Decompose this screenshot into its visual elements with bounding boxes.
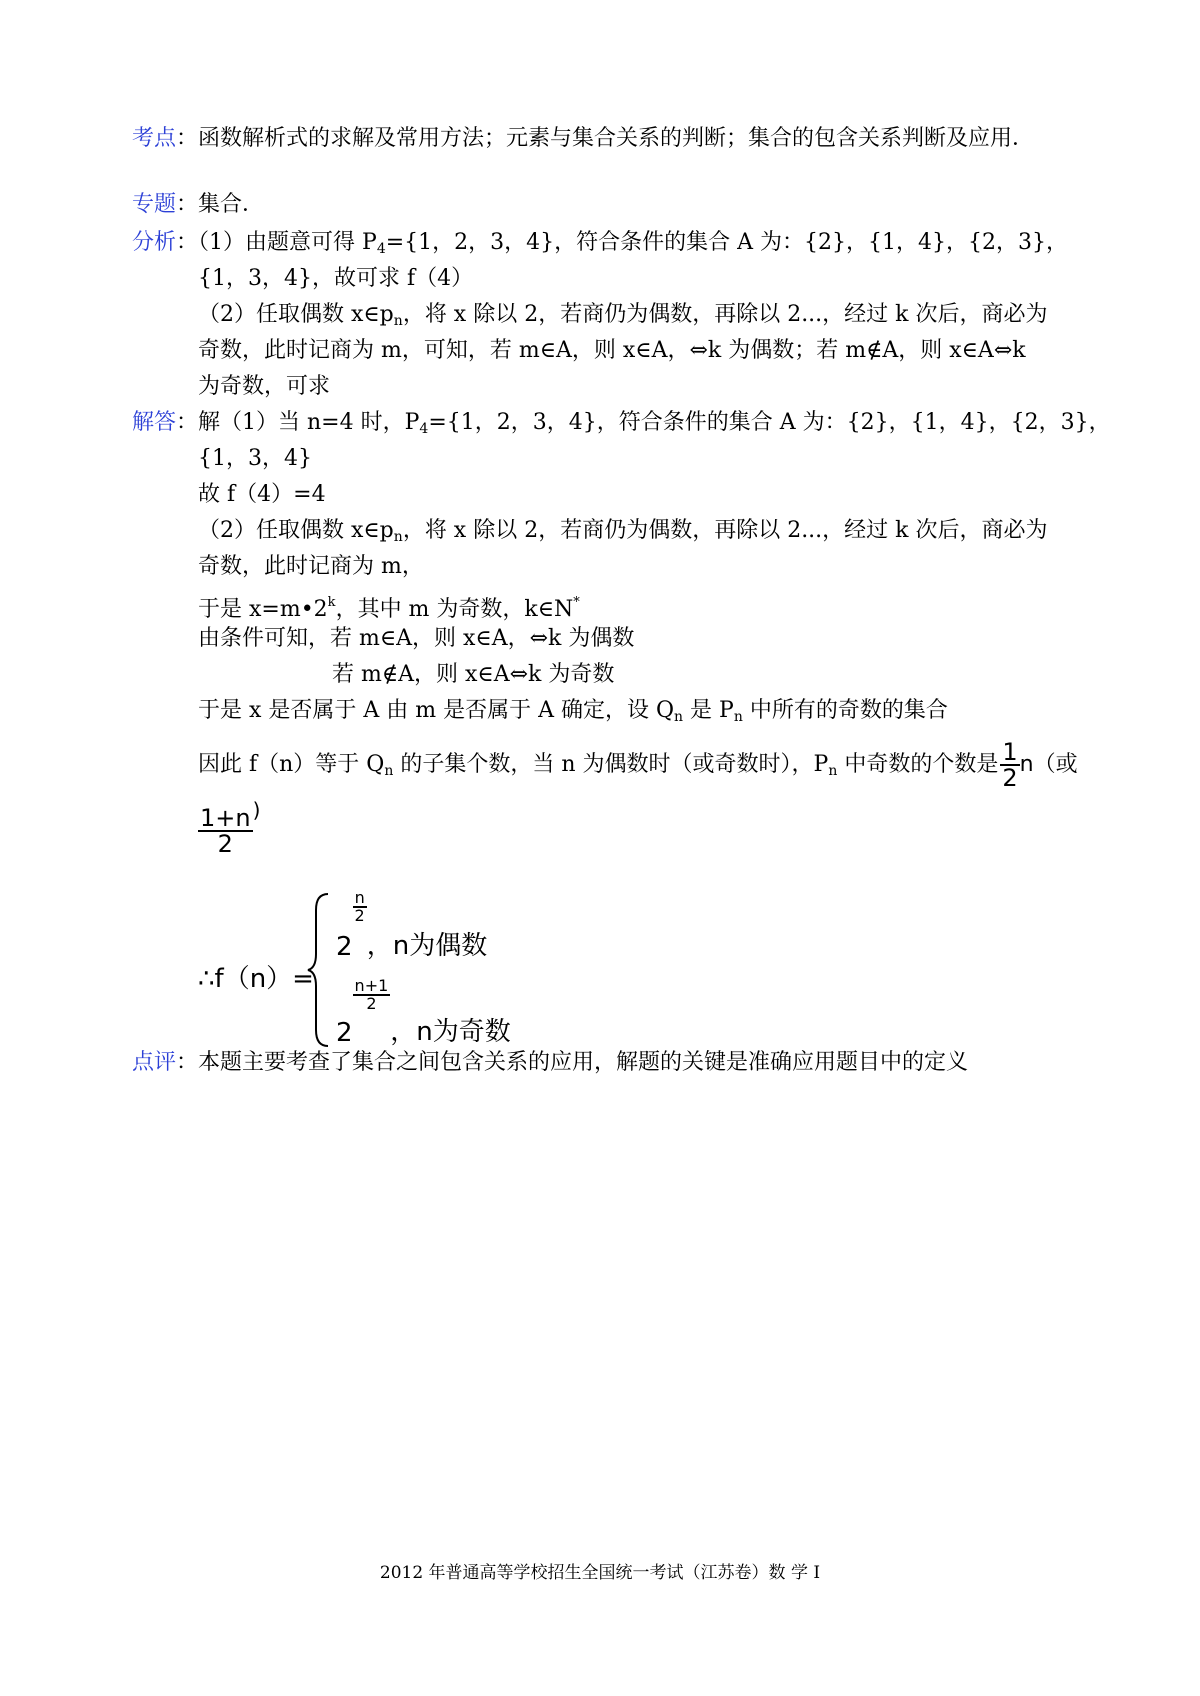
jieda-sub-4: n (393, 529, 403, 545)
jieda-text-6a: 于是 x=m•2 (198, 597, 328, 622)
jieda-label: 解答 (132, 410, 177, 435)
jieda-line-4 (198, 516, 1048, 552)
brace-icon (306, 890, 332, 1050)
jieda-sub-10a: n (384, 763, 394, 779)
zhuanti-text: ：集合． (176, 192, 265, 217)
kaodian-text: ：函数解析式的求解及常用方法；元素与集合关系的判断；集合的包含关系判断及应用． (176, 126, 1035, 151)
jieda-text-9c: 中所有的奇数的集合 (742, 698, 948, 723)
jieda-text-6b: ，其中 m 为奇数，k∈N (335, 597, 574, 622)
dianping-label: 点评 (132, 1050, 177, 1075)
fenxi-line-5: 为奇数，可求 (198, 374, 331, 399)
piece-even-base: 2 (336, 932, 353, 962)
jieda-text-9b: 是 P (683, 698, 734, 723)
piece-even-exponent: $\frac{n}{2}$ (354, 888, 365, 925)
zhuanti-label: 专题 (132, 192, 177, 217)
jieda-line-1 (132, 408, 1111, 444)
jieda-frac2-after: ) (252, 798, 261, 822)
piecewise-function (198, 890, 528, 1050)
fraction-one-half: $\frac{1}{2}$ (1002, 738, 1018, 792)
kaodian-label: 考点 (132, 126, 177, 151)
fenxi-line-4: 奇数，此时记商为 m，可知，若 m∈A，则 x∈A，⇔k 为偶数；若 m∉A，则 x∈A⇔k (198, 338, 1026, 363)
jieda-sub-10b: n (828, 763, 838, 779)
jieda-text-4a: （2）任取偶数 x∈p (198, 518, 394, 543)
dianping-line (132, 1048, 968, 1078)
jieda-text-4b: ，将 x 除以 2，若商仍为偶数，再除以 2...，经过 k 次后，商必为 (402, 518, 1048, 543)
jieda-sup-6: k (327, 595, 336, 610)
jieda-text-1a: ：解（1）当 n=4 时，P (176, 410, 420, 435)
piecewise-prefix: ∴f（n）= (198, 964, 314, 994)
jieda-text-10b: 的子集个数，当 n 为偶数时（或奇数时），P (393, 752, 829, 777)
fenxi-line-3 (198, 300, 1048, 336)
dianping-text: ：本题主要考查了集合之间包含关系的应用，解题的关键是准确应用题目中的定义 (176, 1050, 969, 1075)
fenxi-label: 分析 (132, 230, 177, 255)
jieda-text-10c: 中奇数的个数是 (837, 752, 999, 777)
jieda-line-7: 由条件可知，若 m∈A，则 x∈A，⇔k 为偶数 (198, 626, 635, 651)
kaodian-line (132, 124, 1034, 154)
jieda-sup-6b: * (573, 595, 580, 610)
fenxi-text-1b: ={1，2，3，4}，符合条件的集合 A 为：{2}，{1，4}，{2，3}， (385, 230, 1068, 255)
jieda-line-5: 奇数，此时记商为 m， (198, 554, 424, 579)
fraction-1-plus-n-over-2: $\frac{1+n}{2}$ (200, 804, 251, 858)
fenxi-line-2: {1，3，4}，故可求 f（4） (198, 266, 474, 291)
fenxi-sub-3: n (393, 313, 403, 329)
piece-even-condition: ，n为偶数 (366, 931, 488, 961)
jieda-sub-9b: n (733, 709, 743, 725)
piece-odd (336, 978, 511, 1048)
fenxi-line-1 (132, 228, 1068, 264)
jieda-sub-9a: n (674, 709, 684, 725)
jieda-sub-1: 4 (419, 421, 429, 437)
jieda-line-6 (198, 588, 580, 625)
fenxi-text-3a: （2）任取偶数 x∈p (198, 302, 394, 327)
zhuanti-line (132, 190, 264, 220)
jieda-line-3: 故 f（4）=4 (198, 482, 326, 507)
fenxi-text-1a: ：（1）由题意可得 P (176, 230, 377, 255)
jieda-line-10 (198, 740, 1078, 790)
piece-odd-exponent: $\frac{n+1}{2}$ (354, 976, 389, 1013)
piece-odd-condition: ，n为奇数 (390, 1017, 511, 1047)
jieda-text-10a: 因此 f（n）等于 Q (198, 752, 385, 777)
jieda-line-8: 若 m∉A，则 x∈A⇔k 为奇数 (332, 662, 615, 687)
jieda-line-9 (198, 696, 948, 732)
jieda-text-9a: 于是 x 是否属于 A 由 m 是否属于 A 确定，设 Q (198, 698, 675, 723)
jieda-line-11 (198, 800, 260, 856)
piece-even (336, 890, 487, 962)
jieda-text-1b: ={1，2，3，4}，符合条件的集合 A 为：{2}，{1，4}，{2，3}， (428, 410, 1111, 435)
fenxi-text-3b: ，将 x 除以 2，若商仍为偶数，再除以 2...，经过 k 次后，商必为 (402, 302, 1048, 327)
piece-odd-base: 2 (336, 1018, 353, 1048)
jieda-frac1-after: n（或 (1019, 752, 1078, 777)
fenxi-sub-1: 4 (376, 241, 386, 257)
jieda-line-2: {1，3，4} (198, 446, 312, 471)
page-footer: 2012 年普通高等学校招生全国统一考试（江苏卷）数 学 Ⅰ (379, 1563, 821, 1583)
